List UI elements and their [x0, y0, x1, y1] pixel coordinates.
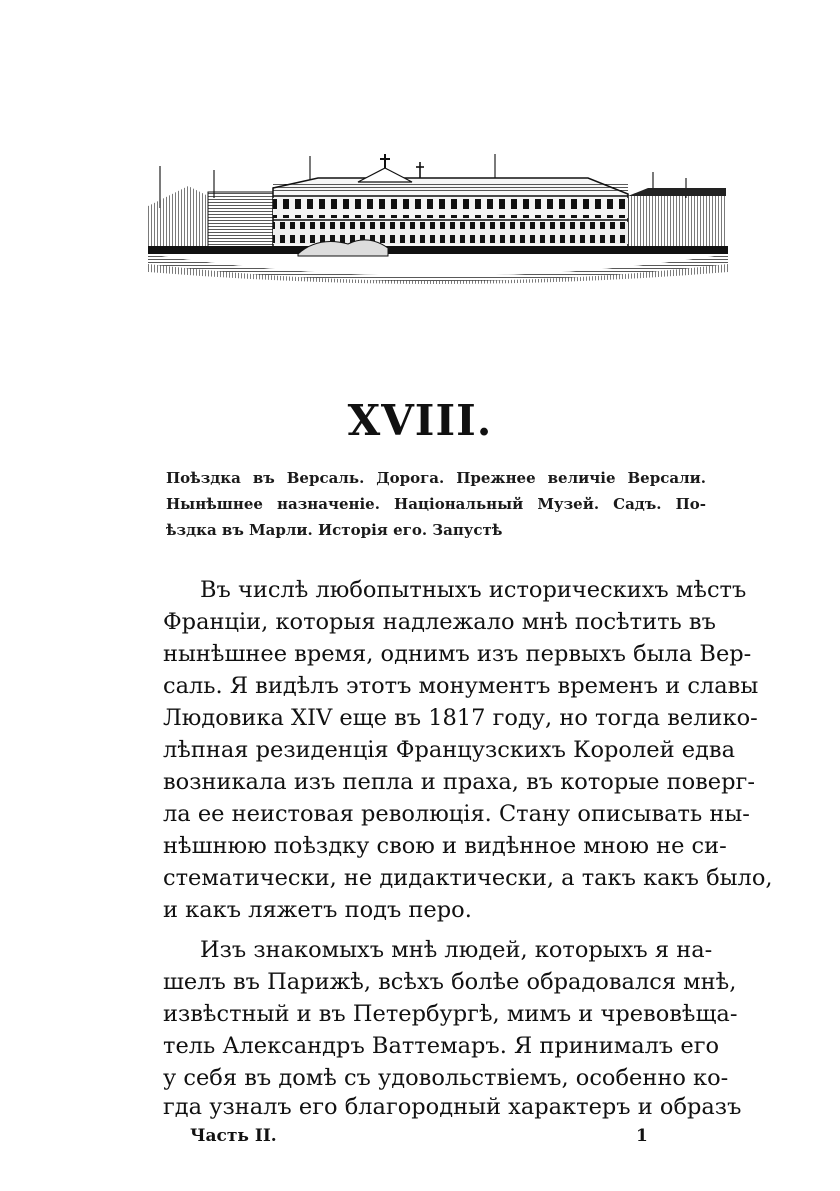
- chapter-number: XVIII.: [347, 396, 493, 445]
- chapter-summary-line: Нынѣшнее назначеніе. Національный Музей. Садъ. По-: [166, 495, 706, 513]
- body-text-line: тель Александръ Ваттемаръ. Я принималъ его: [163, 1033, 720, 1059]
- chapter-summary-line: ѣздка въ Марли. Исторія его. Запустѣ: [166, 521, 503, 539]
- body-text-line: ла ее неистовая революція. Стану описывать ны-: [163, 801, 750, 827]
- body-text-line: возникала изъ пепла и праха, въ которые поверг-: [163, 769, 755, 795]
- body-text-line: шелъ въ Парижѣ, всѣхъ болѣе обрадовался мнѣ,: [163, 969, 737, 995]
- body-text-line: саль. Я видѣлъ этотъ монументъ временъ и славы: [163, 673, 759, 699]
- body-text-line: Франціи, которыя надлежало мнѣ посѣтить въ: [163, 609, 716, 635]
- body-text-line: гда узналъ его благородный характеръ и образъ: [163, 1094, 742, 1120]
- body-text-line: Въ числѣ любопытныхъ историческихъ мѣстъ: [200, 577, 747, 603]
- chapter-summary-line: Поѣздка въ Версаль. Дорога. Прежнее величіе Версали.: [166, 469, 706, 487]
- body-text-line: у себя въ домѣ съ удовольствіемъ, особенно ко-: [163, 1065, 729, 1091]
- palace-engraving-illustration: [148, 148, 728, 298]
- body-text-line: нѣшнюю поѣздку свою и видѣнное мною не си-: [163, 833, 727, 859]
- body-text-line: извѣстный и въ Петербургѣ, мимъ и чревовѣща-: [163, 1001, 738, 1027]
- body-text-line: и какъ ляжетъ подъ перо.: [163, 897, 472, 923]
- signature-mark: Часть II.: [190, 1126, 277, 1146]
- body-text-line: Людовика XIV еще въ 1817 году, но тогда велико-: [163, 705, 758, 731]
- body-text-line: нынѣшнее время, однимъ изъ первыхъ была Вер-: [163, 641, 752, 667]
- body-text-line: стематически, не дидактически, а такъ какъ было,: [163, 865, 773, 891]
- page-number: 1: [636, 1126, 648, 1146]
- body-text-line: лѣпная резиденція Французскихъ Королей едва: [163, 737, 735, 763]
- body-text-line: Изъ знакомыхъ мнѣ людей, которыхъ я на-: [200, 937, 713, 963]
